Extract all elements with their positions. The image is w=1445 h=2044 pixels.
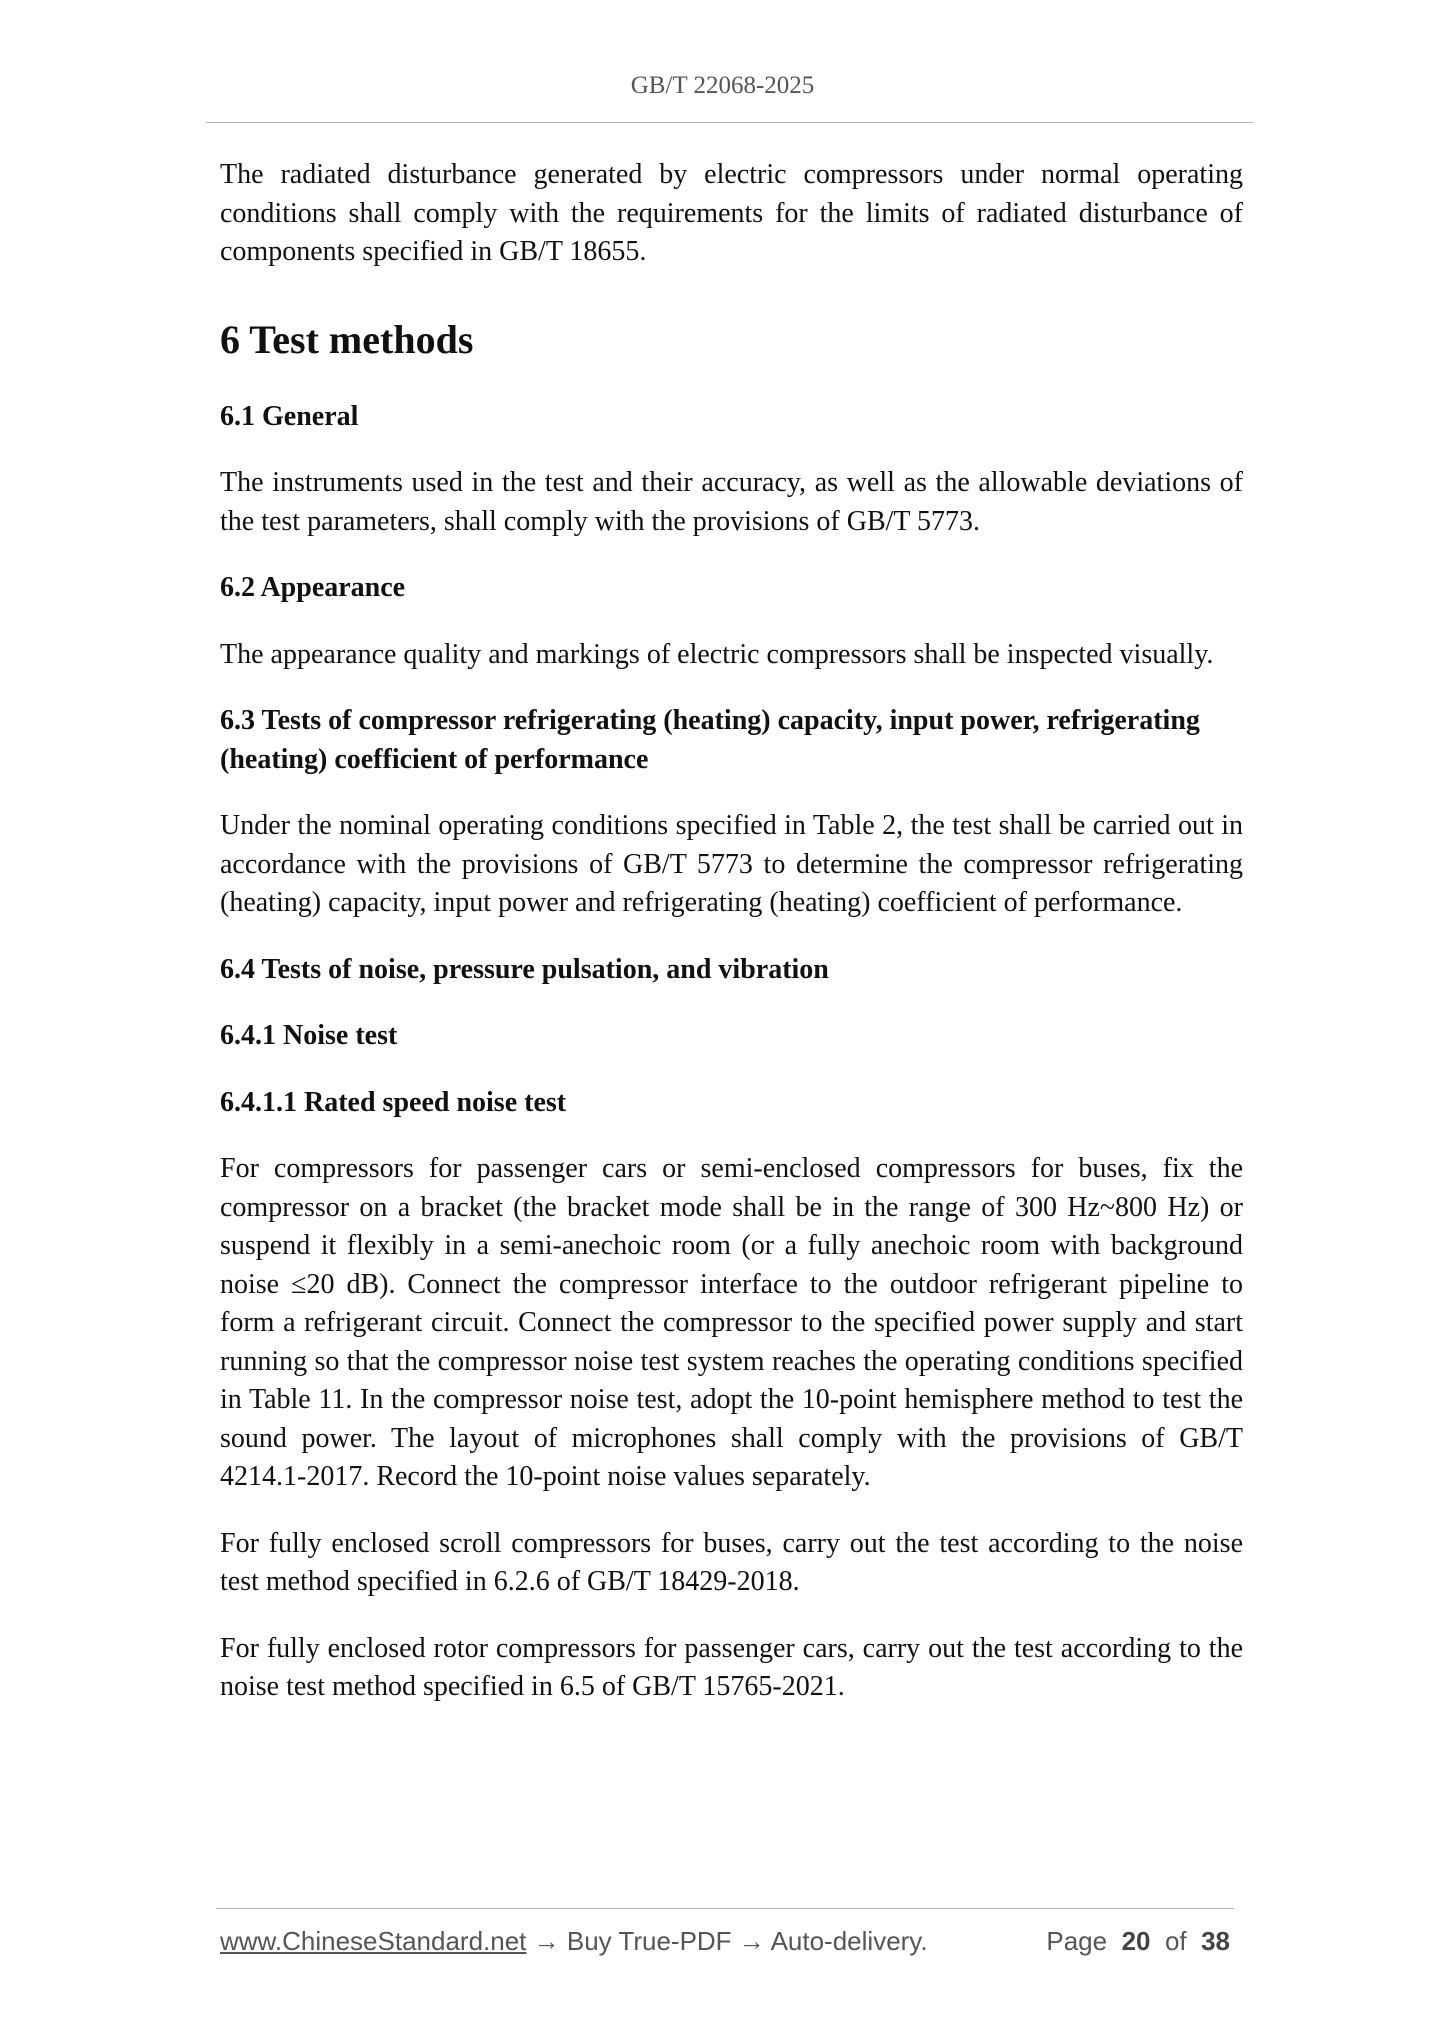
page-number (1046, 1926, 1230, 1957)
section-6-4-1-heading: 6.4.1 Noise test (220, 1020, 398, 1051)
page-current: 20 (1121, 1926, 1151, 1956)
page-label: Page (1046, 1926, 1108, 1956)
footer-promo (220, 1926, 928, 1957)
page-footer (220, 1926, 1230, 1966)
footer-divider (216, 1908, 1234, 1909)
section-6-4-1-1-heading: 6.4.1.1 Rated speed noise test (220, 1086, 567, 1118)
section-6-2-text: The appearance quality and markings of electric compressors shall be inspected visually. (220, 638, 1214, 670)
section-6-3-heading: 6.3 Tests of compressor refrigerating (heating) capacity, input power, refrigerating (heating) coefficient of performance (220, 705, 1200, 775)
footer-tagline: → Buy True-PDF → Auto-delivery. (526, 1926, 928, 1956)
header-divider (206, 122, 1253, 123)
section-6-4-1-1-paragraph-1: For compressors for passenger cars or semi-enclosed compressors for buses, fix the compressor on a bracket (the bracket mode shall be in the range of 300 Hz~800 Hz) or suspend it flexibly in a semi-anechoic room (or a fully anechoic room with background noise ≤20 dB). Connect the compressor interface to the outdoor refrigerant pipeline to form a refrigerant circuit. Connect the compressor to the specified power supply and start running so that the compressor noise test system reaches the operating conditions specified in Table 11. In the compressor noise test, adopt the 10-point hemisphere method to test the sound power. The layout of microphones shall comply with the provisions of GB/T 4214.1-2017. Record the 10-point noise values separately. (220, 1153, 1243, 1492)
section-6-4-1-1-paragraph-3: For fully enclosed rotor compressors for passenger cars, carry out the test according to the noise test method specified in 6.5 of GB/T 15765-2021. (220, 1632, 1243, 1702)
section-6-1-heading: 6.1 General (220, 400, 359, 432)
running-header: GB/T 22068-2025 (630, 72, 815, 99)
section-6-4-1-1-paragraph-2: For fully enclosed scroll compressors for buses, carry out the test according to the noise test method specified in 6.2.6 of GB/T 18429-2018. (220, 1527, 1243, 1597)
intro-paragraph: The radiated disturbance generated by electric compressors under normal operating conditions shall comply with the requirements for the limits of radiated disturbance of components specified in GB/T 18655. (220, 159, 1243, 267)
page-total: 38 (1201, 1926, 1230, 1956)
of-label: of (1164, 1926, 1187, 1956)
page-content (220, 156, 1243, 1707)
section-6-2-heading: 6.2 Appearance (220, 572, 406, 603)
section-6-1-text: The instruments used in the test and their accuracy, as well as the allowable deviations of the test parameters, shall comply with the provisions of GB/T 5773. (220, 467, 1243, 537)
website-link[interactable]: www.ChineseStandard.net (220, 1926, 527, 1956)
section-6-4-heading: 6.4 Tests of noise, pressure pulsation, and vibration (220, 953, 829, 985)
section-6-heading: 6 Test methods (220, 316, 474, 362)
section-6-3-text: Under the nominal operating conditions specified in Table 2, the test shall be carried out in accordance with the provisions of GB/T 5773 to determine the compressor refrigerating (heating) capacity, input power and refrigerating (heating) coefficient of performance. (220, 810, 1243, 918)
